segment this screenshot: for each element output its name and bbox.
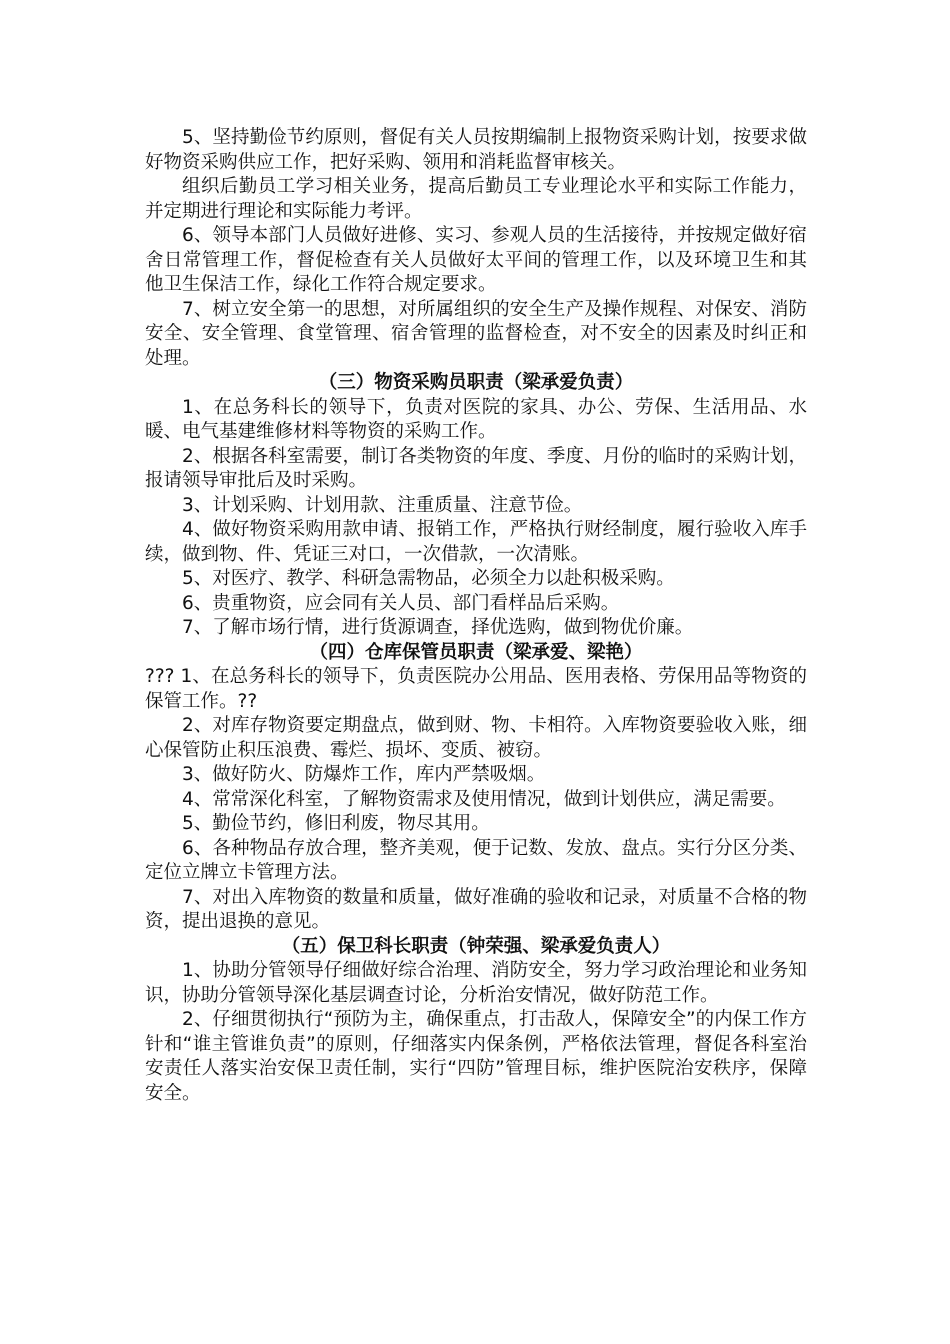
paragraph-warehouse-7: 7、对出入库物资的数量和质量，做好准确的验收和记录，对质量不合格的物资，提出退换的意见。 [145, 886, 807, 932]
paragraph-purchaser-1: 1、在总务科长的领导下，负责对医院的家具、办公、劳保、生活用品、水暖、电气基建维修材料等物资的采购工作。 [145, 396, 807, 442]
paragraph-warehouse-6: 6、各种物品存放合理，整齐美观，便于记数、发放、盘点。实行分区分类、定位立牌立卡管理方法。 [145, 837, 807, 883]
paragraph-6-reception: 6、领导本部门人员做好进修、实习、参观人员的生活接待，并按规定做好宿舍日常管理工作，督促检查有关人员做好太平间的管理工作，以及环境卫生和其他卫生保洁工作，绿化工作符合规定要求。 [145, 225, 807, 295]
paragraph-purchaser-5: 5、对医疗、教学、科研急需物品，必须全力以赴积极采购。 [182, 568, 675, 589]
paragraph-purchaser-6: 6、贵重物资，应会同有关人员、部门看样品后采购。 [182, 592, 620, 614]
document-body [145, 126, 807, 1106]
paragraph-warehouse-4: 4、常常深化科室，了解物资需求及使用情况，做到计划供应，满足需要。 [182, 788, 786, 810]
paragraph-purchaser-4: 4、做好物资采购用款申请、报销工作，严格执行财经制度，履行验收入库手续，做到物、件、凭证三对口，一次借款，一次清账。 [145, 519, 807, 565]
paragraph-security-1: 1、协助分管领导仔细做好综合治理、消防安全，努力学习政治理论和业务知识，协助分管领导深化基层调查讨论，分析治安情况，做好防范工作。 [145, 960, 807, 1006]
paragraph-7-safety: 7、树立安全第一的思想，对所属组织的安全生产及操作规程、对保安、消防安全、安全管理、食堂管理、宿舍管理的监督检查，对不安全的因素及时纠正和处理。 [145, 298, 807, 369]
paragraph-warehouse-1: ??? 1、在总务科长的领导下，负责医院办公用品、医用表格、劳保用品等物资的保管工作。?? [145, 666, 807, 712]
paragraph-purchaser-7: 7、了解市场行情，进行货源调查，择优选购，做到物优价廉。 [182, 617, 694, 638]
paragraph-staff-training: 组织后勤员工学习相关业务，提高后勤员工专业理论水平和实际工作能力，并定期进行理论和实际能力考评。 [145, 176, 807, 222]
section-heading-warehouse: （四）仓库保管员职责（梁承爱、梁艳） [309, 641, 643, 663]
paragraph-security-2: 2、仔细贯彻执行“预防为主，确保重点，打击敌人，保障安全”的内保工作方针和“谁主管谁负责”的原则，仔细落实内保条例，严格依法管理，督促各科室治安责任人落实治安保卫责任制，实行“四防”管理目标，维护医院治安秩序，保障安全。 [145, 1009, 807, 1104]
section-heading-security: （五）保卫科长职责（钟荣强、梁承爱负责人） [281, 935, 671, 957]
section-heading-purchaser: （三）物资采购员职责（梁承爱负责） [318, 372, 634, 393]
paragraph-purchaser-2: 2、根据各科室需要，制订各类物资的年度、季度、月份的临时的采购计划，报请领导审批后及时采购。 [145, 445, 807, 491]
paragraph-warehouse-5: 5、勤俭节约，修旧利废，物尽其用。 [182, 813, 490, 834]
paragraph-purchaser-3: 3、计划采购、计划用款、注重质量、注意节俭。 [182, 494, 583, 516]
paragraph-5-diligence: 5、坚持勤俭节约原则，督促有关人员按期编制上报物资采购计划，按要求做好物资采购供应工作，把好采购、领用和消耗监督审核关。 [145, 127, 807, 173]
paragraph-warehouse-2: 2、对库存物资要定期盘点，做到财、物、卡相符。入库物资要验收入账，细心保管防止积压浪费、霉烂、损坏、变质、被窃。 [145, 715, 807, 761]
paragraph-warehouse-3: 3、做好防火、防爆炸工作，库内严禁吸烟。 [182, 764, 546, 785]
